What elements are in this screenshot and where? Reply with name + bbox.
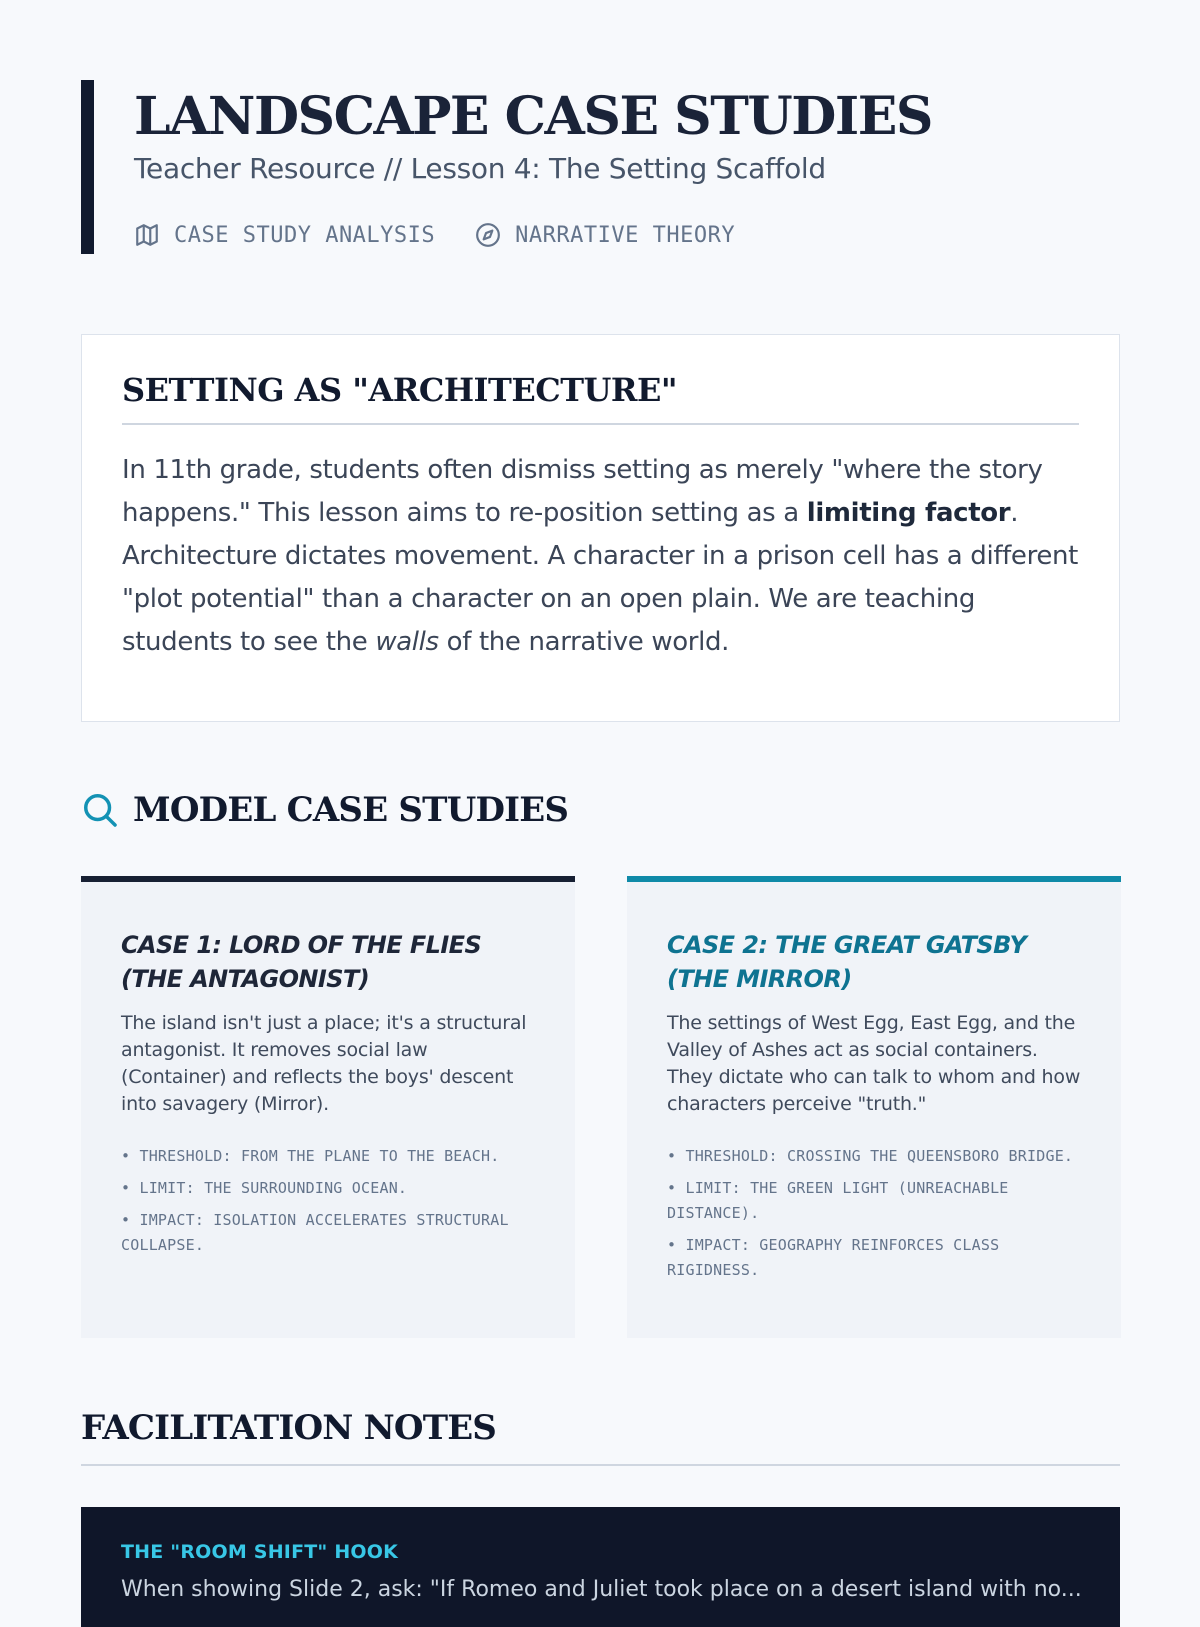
tag-list	[134, 222, 775, 248]
page-subtitle: Teacher Resource // Lesson 4: The Setting Scaffold	[134, 152, 826, 185]
hook-title: THE "ROOM SHIFT" HOOK	[121, 1541, 399, 1563]
case-description: The settings of West Egg, East Egg, and the Valley of Ashes act as social containers. They dictate who can talk to whom and how characters perceive "truth."	[667, 1012, 1081, 1115]
hook-body: When showing Slide 2, ask: "If Romeo and Juliet took place on a desert island with no...	[121, 1577, 1082, 1602]
intro-card	[81, 334, 1120, 722]
tag-label: CASE STUDY ANALYSIS	[174, 222, 436, 248]
section-title: MODEL CASE STUDIES	[133, 790, 569, 830]
search-icon	[81, 791, 119, 829]
intro-italic: walls	[375, 627, 439, 657]
list-item: • THRESHOLD: FROM THE PLANE TO THE BEACH.	[121, 1147, 500, 1165]
page-title: LANDSCAPE CASE STUDIES	[134, 86, 932, 147]
case-description: The island isn't just a place; it's a structural antagonist. It removes social law (Container) and reflects the boys' descent into savagery (Mirror).	[121, 1012, 527, 1115]
list-item: • THRESHOLD: CROSSING THE QUEENSBORO BRIDGE.	[667, 1147, 1074, 1165]
intro-emphasis: limiting factor	[806, 498, 1011, 528]
intro-title: SETTING AS "ARCHITECTURE"	[122, 371, 1079, 425]
page-header	[81, 80, 1120, 254]
intro-text: of the narrative world.	[438, 627, 730, 657]
case-card-lord-of-the-flies	[81, 876, 575, 1338]
intro-text: . Architecture dictates movement. A character in a prison cell has a different "plot potential" than a character on an open plain. We are teaching students to see the	[122, 498, 1078, 657]
tag-label: NARRATIVE THEORY	[515, 222, 736, 248]
tag-narrative-theory	[475, 222, 735, 248]
tag-case-study	[134, 222, 435, 248]
list-item: • LIMIT: THE SURROUNDING OCEAN.	[121, 1179, 408, 1197]
facilitation-title: FACILITATION NOTES	[81, 1408, 1120, 1466]
list-item: • IMPACT: ISOLATION ACCELERATES STRUCTURAL COLLAPSE.	[121, 1211, 509, 1254]
case-bullet-list	[667, 1144, 1081, 1283]
case-title: CASE 2: THE GREAT GATSBY (THE MIRROR)	[667, 931, 1027, 993]
intro-text: In 11th grade, students often dismiss setting as merely "where the story happens." This lesson aims to re-position setting as a	[122, 455, 1043, 528]
compass-icon	[475, 222, 501, 248]
model-section-heading	[81, 790, 568, 830]
intro-body	[122, 449, 1079, 664]
map-icon	[134, 222, 160, 248]
case-bullet-list	[121, 1144, 535, 1258]
case-title: CASE 1: LORD OF THE FLIES (THE ANTAGONIST)	[121, 931, 482, 993]
list-item: • IMPACT: GEOGRAPHY REINFORCES CLASS RIGIDNESS.	[667, 1236, 1000, 1279]
hook-card	[81, 1507, 1120, 1627]
case-card-great-gatsby	[627, 876, 1121, 1338]
list-item: • LIMIT: THE GREEN LIGHT (UNREACHABLE DISTANCE).	[667, 1179, 1009, 1222]
